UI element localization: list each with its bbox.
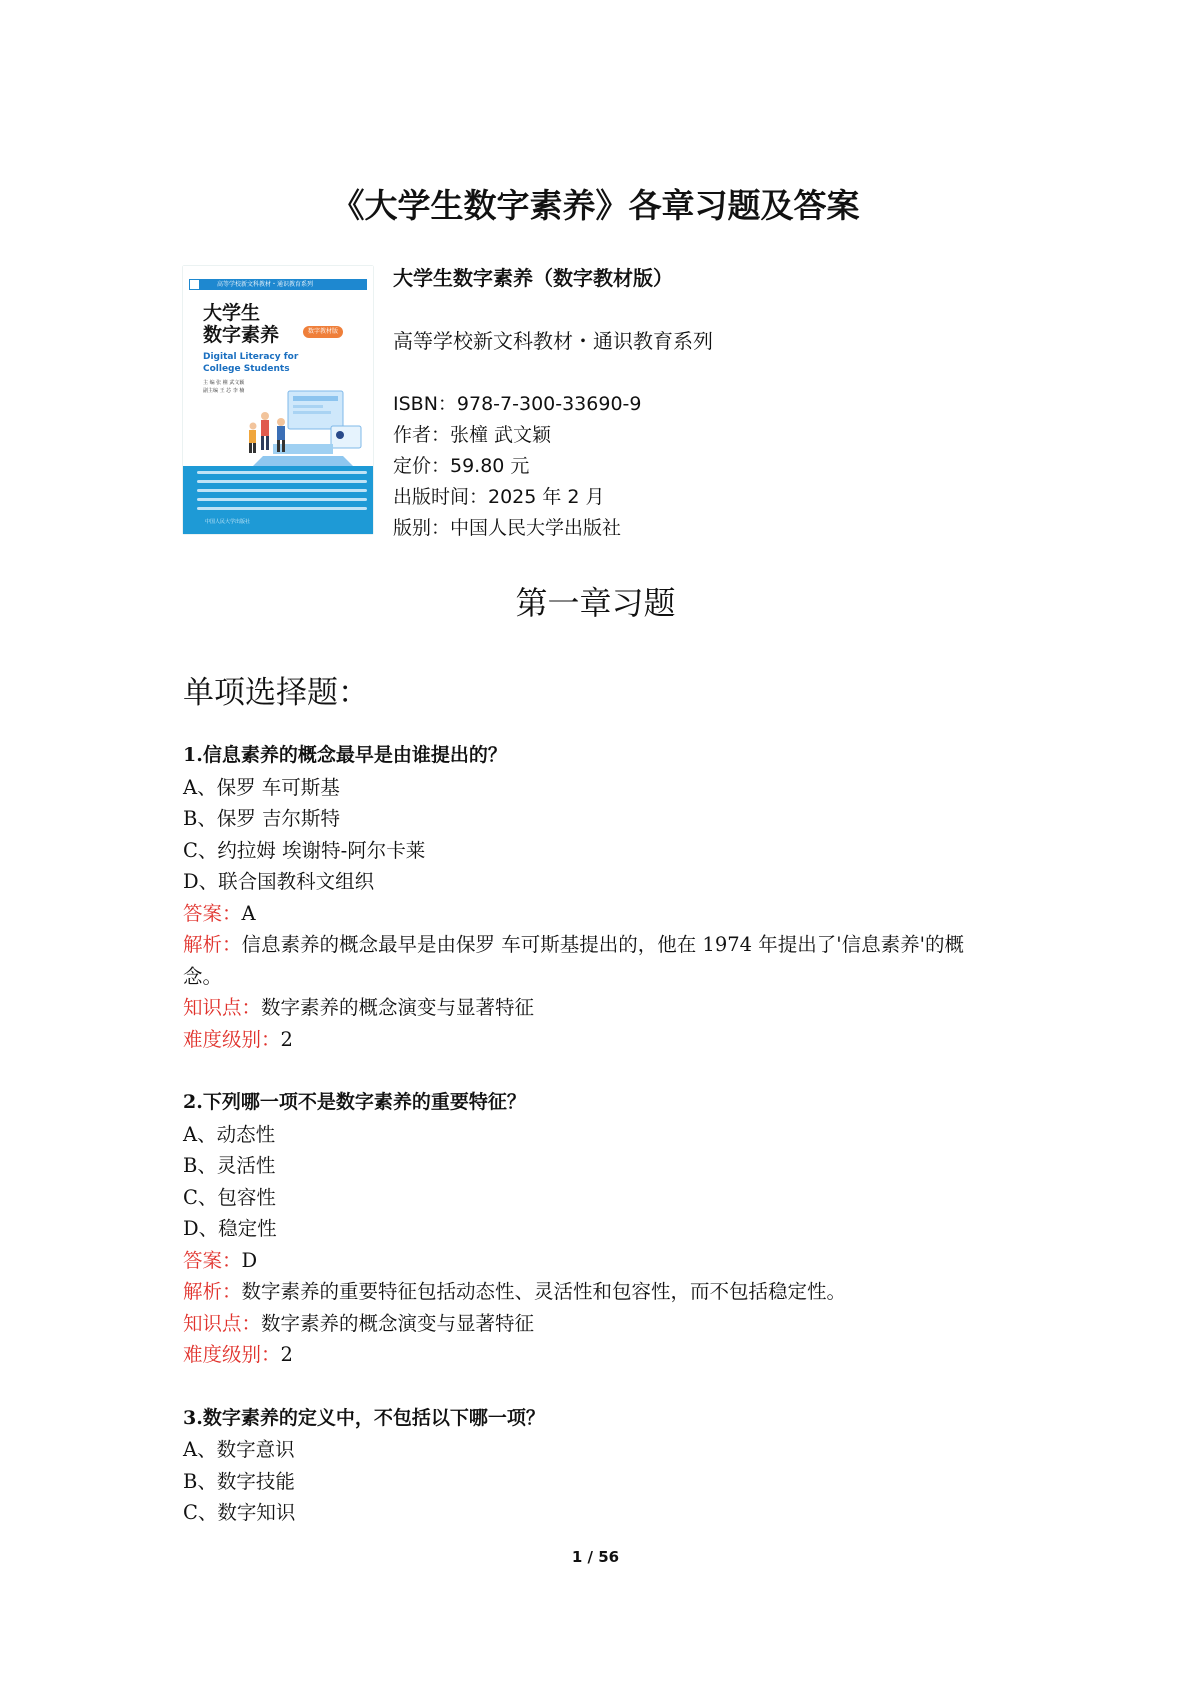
knowledge-row bbox=[183, 1308, 1013, 1340]
cover-series-banner bbox=[189, 279, 367, 290]
answer-value: A bbox=[241, 901, 256, 925]
question-list bbox=[183, 740, 1013, 1561]
cover-feature-line bbox=[197, 480, 367, 483]
cover-title-line2: 数字素养 bbox=[203, 324, 280, 346]
knowledge-label: 知识点： bbox=[183, 996, 262, 1019]
book-publish-date: 出版时间：2025 年 2 月 bbox=[393, 486, 605, 508]
analysis-label: 解析： bbox=[183, 1280, 242, 1303]
question-text: 1.信息素养的概念最早是由谁提出的？ bbox=[183, 744, 507, 766]
difficulty-value: 2 bbox=[280, 1027, 293, 1051]
knowledge-text: 数字素养的概念演变与显著特征 bbox=[261, 996, 535, 1019]
page-number: 1 / 56 bbox=[571, 1548, 620, 1566]
analysis-row bbox=[183, 929, 1013, 961]
cover-feature-line bbox=[197, 507, 367, 510]
analysis-text: 信息素养的概念最早是由保罗 车可斯基提出的，他在 1974 年提出了'信息素养'的概 bbox=[241, 933, 964, 956]
difficulty-label: 难度级别： bbox=[183, 1343, 281, 1366]
question-item bbox=[183, 1087, 1013, 1371]
answer-label: 答案： bbox=[183, 1248, 242, 1272]
analysis-label: 解析： bbox=[183, 933, 242, 956]
answer-row bbox=[183, 898, 1013, 930]
option-item: D、联合国教科文组织 bbox=[183, 870, 375, 893]
cover-english-line1: Digital Literacy for bbox=[203, 352, 299, 362]
section-title: 单项选择题： bbox=[183, 675, 369, 711]
book-series: 高等学校新文科教材・通识教育系列 bbox=[393, 329, 713, 353]
answer-label: 答案： bbox=[183, 901, 242, 925]
difficulty-label: 难度级别： bbox=[183, 1027, 281, 1051]
cover-authors bbox=[203, 379, 244, 395]
option-item: B、保罗 吉尔斯特 bbox=[183, 807, 341, 830]
option-item: C、数字知识 bbox=[183, 1501, 296, 1524]
cover-illustration bbox=[243, 386, 368, 471]
option-item: A、保罗 车可斯基 bbox=[183, 775, 340, 799]
option-item: B、数字技能 bbox=[183, 1469, 295, 1493]
document-title: 《大学生数字素养》各章习题及答案 bbox=[331, 186, 860, 225]
analysis-continuation: 念。 bbox=[183, 964, 223, 988]
option-item: A、动态性 bbox=[183, 1122, 276, 1146]
cover-authors-line1: 主 编 张 橦 武文颖 bbox=[203, 380, 245, 386]
answer-value: D bbox=[241, 1248, 258, 1272]
cover-english-title bbox=[203, 351, 298, 375]
option-item: C、约拉姆 埃谢特-阿尔卡莱 bbox=[183, 838, 426, 862]
cover-series-text: 高等学校新文科教材・通识教育系列 bbox=[217, 281, 314, 288]
book-authors: 作者：张橦 武文颖 bbox=[393, 424, 552, 446]
knowledge-label: 知识点： bbox=[183, 1311, 262, 1335]
book-cover-image bbox=[183, 266, 373, 534]
answer-row bbox=[183, 1245, 1013, 1277]
book-publisher: 版别：中国人民大学出版社 bbox=[393, 517, 622, 539]
book-isbn: ISBN：978-7-300-33690-9 bbox=[393, 393, 642, 415]
cover-feature-line bbox=[197, 471, 367, 474]
knowledge-row bbox=[183, 992, 1013, 1024]
option-item: D、稳定性 bbox=[183, 1217, 277, 1240]
cover-feature-list bbox=[197, 471, 367, 516]
cover-title-line1: 大学生 bbox=[203, 302, 261, 324]
knowledge-text: 数字素养的概念演变与显著特征 bbox=[261, 1311, 535, 1335]
option-item: A、数字意识 bbox=[183, 1438, 295, 1461]
difficulty-row bbox=[183, 1024, 1013, 1056]
cover-feature-line bbox=[197, 498, 367, 501]
cover-feature-line bbox=[197, 489, 367, 492]
cover-authors-line2: 副主编 王 芯 李 楠 bbox=[203, 388, 245, 394]
cover-title bbox=[203, 302, 279, 346]
analysis-text: 数字素养的重要特征包括动态性、灵活性和包容性，而不包括稳定性。 bbox=[241, 1280, 847, 1303]
publisher-logo-icon bbox=[189, 279, 200, 290]
question-item bbox=[183, 740, 1013, 1055]
analysis-row bbox=[183, 1276, 1013, 1308]
difficulty-row bbox=[183, 1339, 1013, 1371]
book-price: 定价：59.80 元 bbox=[393, 455, 530, 477]
question-item bbox=[183, 1403, 1013, 1529]
book-meta bbox=[393, 389, 642, 544]
book-name: 大学生数字素养（数字教材版） bbox=[393, 266, 673, 290]
option-item: B、灵活性 bbox=[183, 1154, 276, 1177]
difficulty-value: 2 bbox=[280, 1343, 293, 1366]
chapter-title: 第一章习题 bbox=[515, 584, 676, 622]
question-text: 3.数字素养的定义中，不包括以下哪一项？ bbox=[183, 1406, 545, 1429]
cover-edition-badge: 数字教材版 bbox=[303, 326, 343, 338]
cover-publisher: 中国人民大学出版社 bbox=[205, 519, 251, 525]
question-text: 2.下列哪一项不是数字素养的重要特征？ bbox=[183, 1091, 526, 1113]
cover-english-line2: College Students bbox=[203, 364, 290, 374]
option-item: C、包容性 bbox=[183, 1185, 276, 1209]
